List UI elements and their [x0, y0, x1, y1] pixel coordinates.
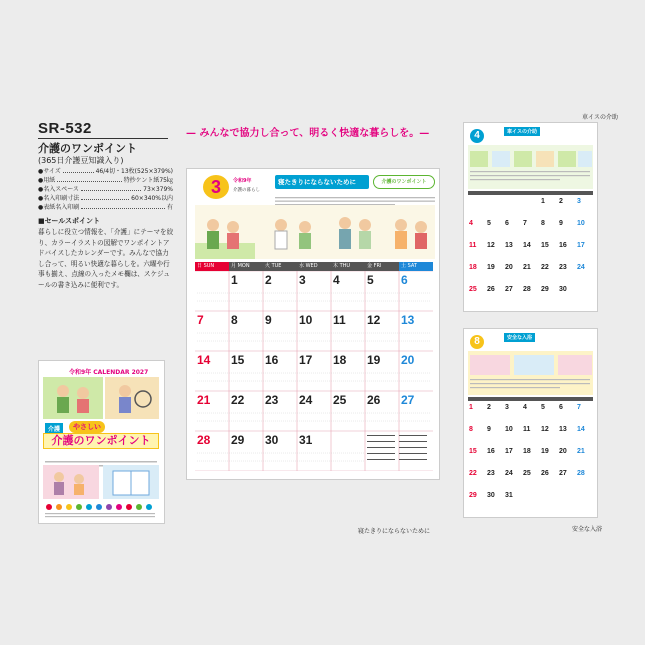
- day-number: 9: [559, 220, 563, 227]
- day-number: 14: [523, 242, 531, 249]
- day-number: 18: [523, 448, 531, 455]
- mini-calendars: [367, 433, 429, 467]
- day-number: 18: [469, 264, 477, 271]
- weekday-thu: 木 THU: [331, 262, 365, 271]
- day-number: 12: [487, 242, 495, 249]
- spec-key: ●用紙: [38, 177, 56, 184]
- day-number: 16: [487, 448, 495, 455]
- weekday-sun: 日 SUN: [195, 262, 229, 271]
- cover-badge-b: やさしい: [69, 421, 105, 433]
- day-number: 24: [299, 393, 313, 407]
- day-number: 7: [523, 220, 527, 227]
- day-number: 4: [333, 273, 340, 287]
- day-number: 26: [487, 286, 495, 293]
- day-number: 5: [367, 273, 374, 287]
- day-number: 31: [299, 433, 313, 447]
- day-number: 22: [541, 264, 549, 271]
- day-number: 27: [505, 286, 513, 293]
- cover-month-dots-art: [45, 503, 157, 519]
- bottom-illustrations: [468, 351, 593, 395]
- day-number: 6: [559, 404, 563, 411]
- section-label: 介護のワンポイント: [381, 179, 427, 185]
- spec-list: [38, 167, 173, 212]
- spec-row: [38, 176, 173, 185]
- day-number: 1: [469, 404, 473, 411]
- product-subtitle: (365日介護豆知識入り): [38, 156, 124, 165]
- cover-illustration-art: [43, 377, 159, 419]
- day-number: 4: [469, 220, 473, 227]
- day-number: 28: [577, 470, 585, 477]
- bottom-month-number: 8: [474, 336, 480, 347]
- august-calendar-page: [463, 328, 598, 518]
- day-number: 7: [197, 313, 204, 327]
- day-number: 15: [469, 448, 477, 455]
- top-month-number: 4: [474, 130, 480, 141]
- spec-value: 特抄ケント紙75㎏: [123, 177, 173, 184]
- month-badge: [203, 175, 229, 199]
- day-number: 6: [401, 273, 408, 287]
- day-number: 6: [505, 220, 509, 227]
- day-number: 7: [577, 404, 581, 411]
- day-number: 29: [231, 433, 245, 447]
- day-number: 10: [577, 220, 585, 227]
- day-number: 25: [333, 393, 347, 407]
- day-number: 16: [265, 353, 279, 367]
- day-number: 8: [231, 313, 238, 327]
- day-number: 27: [401, 393, 415, 407]
- spec-row: [38, 185, 173, 194]
- illustration-strip: [195, 205, 435, 259]
- day-number: 17: [577, 242, 585, 249]
- cover-month-dots: [45, 503, 157, 519]
- day-number: 2: [265, 273, 272, 287]
- day-number: 31: [505, 492, 513, 499]
- spec-row: [38, 203, 173, 212]
- day-number: 16: [559, 242, 567, 249]
- day-number: 2: [487, 404, 491, 411]
- day-number: 5: [541, 404, 545, 411]
- cover-illustration-2: [43, 465, 159, 499]
- day-number: 20: [505, 264, 513, 271]
- day-number: 22: [469, 470, 477, 477]
- main-page-caption: 寝たきりにならないために: [358, 528, 431, 535]
- day-number: 23: [559, 264, 567, 271]
- section-pill: [373, 175, 435, 189]
- day-number: 17: [505, 448, 513, 455]
- mini-calendars-art: [367, 433, 429, 467]
- bottom-page-caption: 安全な入浴: [572, 526, 603, 533]
- day-number: 26: [367, 393, 381, 407]
- day-number: 27: [559, 470, 567, 477]
- day-number: 15: [231, 353, 245, 367]
- day-number: 12: [541, 426, 549, 433]
- weekday-tue: 火 TUE: [263, 262, 297, 271]
- weekday-wed: 水 WED: [297, 262, 331, 271]
- day-number: 13: [401, 313, 415, 327]
- cover-illustration-2-art: [43, 465, 159, 499]
- day-number: 3: [505, 404, 509, 411]
- weekday-sat: 土 SAT: [399, 262, 433, 271]
- day-number: 23: [265, 393, 279, 407]
- day-number: 15: [541, 242, 549, 249]
- product-title: 介護のワンポイント: [38, 142, 137, 155]
- spec-key: ●表紙名入印刷: [38, 204, 80, 211]
- sales-point-heading: ■セールスポイント: [38, 217, 100, 225]
- category-tab: 介護の暮らし: [233, 188, 260, 193]
- day-number: 5: [487, 220, 491, 227]
- cover-thumbnail: [38, 360, 165, 524]
- day-number: 13: [559, 426, 567, 433]
- product-code: SR-532: [38, 120, 92, 137]
- spec-row: [38, 167, 173, 176]
- cover-badge-a: 介護: [45, 423, 63, 434]
- spec-value: 73×379%: [143, 186, 173, 193]
- day-number: 28: [523, 286, 531, 293]
- cover-illustration: [43, 377, 159, 419]
- day-number: 19: [541, 448, 549, 455]
- day-number: 20: [559, 448, 567, 455]
- day-number: 28: [197, 433, 211, 447]
- day-number: 9: [487, 426, 491, 433]
- day-number: 22: [231, 393, 245, 407]
- day-number: 11: [333, 313, 346, 327]
- day-number: 11: [523, 426, 531, 433]
- weekday-fri: 金 FRI: [365, 262, 399, 271]
- day-number: 13: [505, 242, 513, 249]
- day-number: 3: [299, 273, 306, 287]
- spec-key: ●サイズ: [38, 168, 61, 175]
- main-calendar-page: [186, 168, 440, 480]
- spec-value: 有: [166, 204, 173, 211]
- day-number: 8: [541, 220, 545, 227]
- day-number: 20: [401, 353, 415, 367]
- headline-band: [275, 175, 369, 189]
- top-month-badge: [470, 129, 484, 143]
- day-number: 3: [577, 198, 581, 205]
- spec-row: [38, 194, 173, 203]
- day-number: 9: [265, 313, 272, 327]
- cover-title-band: [43, 433, 159, 449]
- day-number: 21: [577, 448, 585, 455]
- month-number: 3: [210, 177, 221, 197]
- day-number: 14: [577, 426, 585, 433]
- bottom-weekday-bar: [468, 397, 593, 401]
- day-number: 11: [469, 242, 477, 249]
- day-number: 30: [559, 286, 567, 293]
- bottom-month-badge: [470, 335, 484, 349]
- top-calendar-days: [468, 197, 593, 307]
- top-page-caption: 車イスの介助: [582, 114, 618, 121]
- top-weekday-bar: [468, 191, 593, 195]
- top-illustrations: [468, 145, 593, 189]
- day-number: 24: [505, 470, 513, 477]
- day-number: 4: [523, 404, 527, 411]
- cover-text-lines: [45, 453, 157, 461]
- spec-key: ●名入印刷寸法: [38, 195, 80, 202]
- bottom-headline: 安全な入浴: [504, 333, 535, 342]
- day-number: 1: [231, 273, 238, 287]
- day-number: 30: [265, 433, 279, 447]
- day-number: 19: [487, 264, 495, 271]
- day-number: 23: [487, 470, 495, 477]
- day-number: 2: [559, 198, 563, 205]
- day-number: 1: [541, 198, 545, 205]
- day-number: 14: [197, 353, 211, 367]
- cover-title: 介護のワンポイント: [51, 434, 151, 447]
- day-number: 19: [367, 353, 381, 367]
- day-number: 17: [299, 353, 313, 367]
- top-headline: 車イスの介助: [504, 127, 540, 136]
- era-label: 令和9年: [233, 178, 252, 184]
- spec-value: 60×340%以内: [131, 195, 173, 202]
- day-number: 10: [505, 426, 513, 433]
- day-number: 18: [333, 353, 347, 367]
- cover-year-label: 令和9年 CALENDAR 2027: [69, 369, 149, 376]
- day-number: 30: [487, 492, 495, 499]
- spec-key: ●名入スペース: [38, 186, 79, 193]
- day-number: 8: [469, 426, 473, 433]
- april-calendar-page: [463, 122, 598, 312]
- weekday-mon: 月 MON: [229, 262, 263, 271]
- intro-text: [275, 191, 435, 201]
- page-headline: 寝たきりにならないために: [278, 178, 356, 186]
- day-number: 29: [541, 286, 549, 293]
- day-number: 21: [523, 264, 531, 271]
- day-number: 24: [577, 264, 585, 271]
- day-number: 12: [367, 313, 381, 327]
- day-number: 25: [469, 286, 477, 293]
- spec-value: 46/4切・13枚(525×379%): [95, 168, 173, 175]
- tagline: — みんなで協力し合って、明るく快適な暮らしを。—: [186, 128, 430, 139]
- day-number: 29: [469, 492, 477, 499]
- sales-point-text: 暮らしに役立つ情報を、「介護」にテーマを絞り、カラーイラストの図解でワンポイントアドバイスしたカレンダーです。みんなで協力し合って、明るい快適な暮らしを。六曜や行事も揃え、点線の入ったメモ欄は、スケジュールの書き込みに便利です。: [38, 228, 174, 289]
- day-number: 25: [523, 470, 531, 477]
- day-number: 26: [541, 470, 549, 477]
- divider-line: [38, 138, 168, 139]
- illustration-strip-art: [195, 205, 435, 259]
- day-number: 10: [299, 313, 313, 327]
- day-number: 21: [197, 393, 211, 407]
- bottom-calendar-days: [468, 403, 593, 513]
